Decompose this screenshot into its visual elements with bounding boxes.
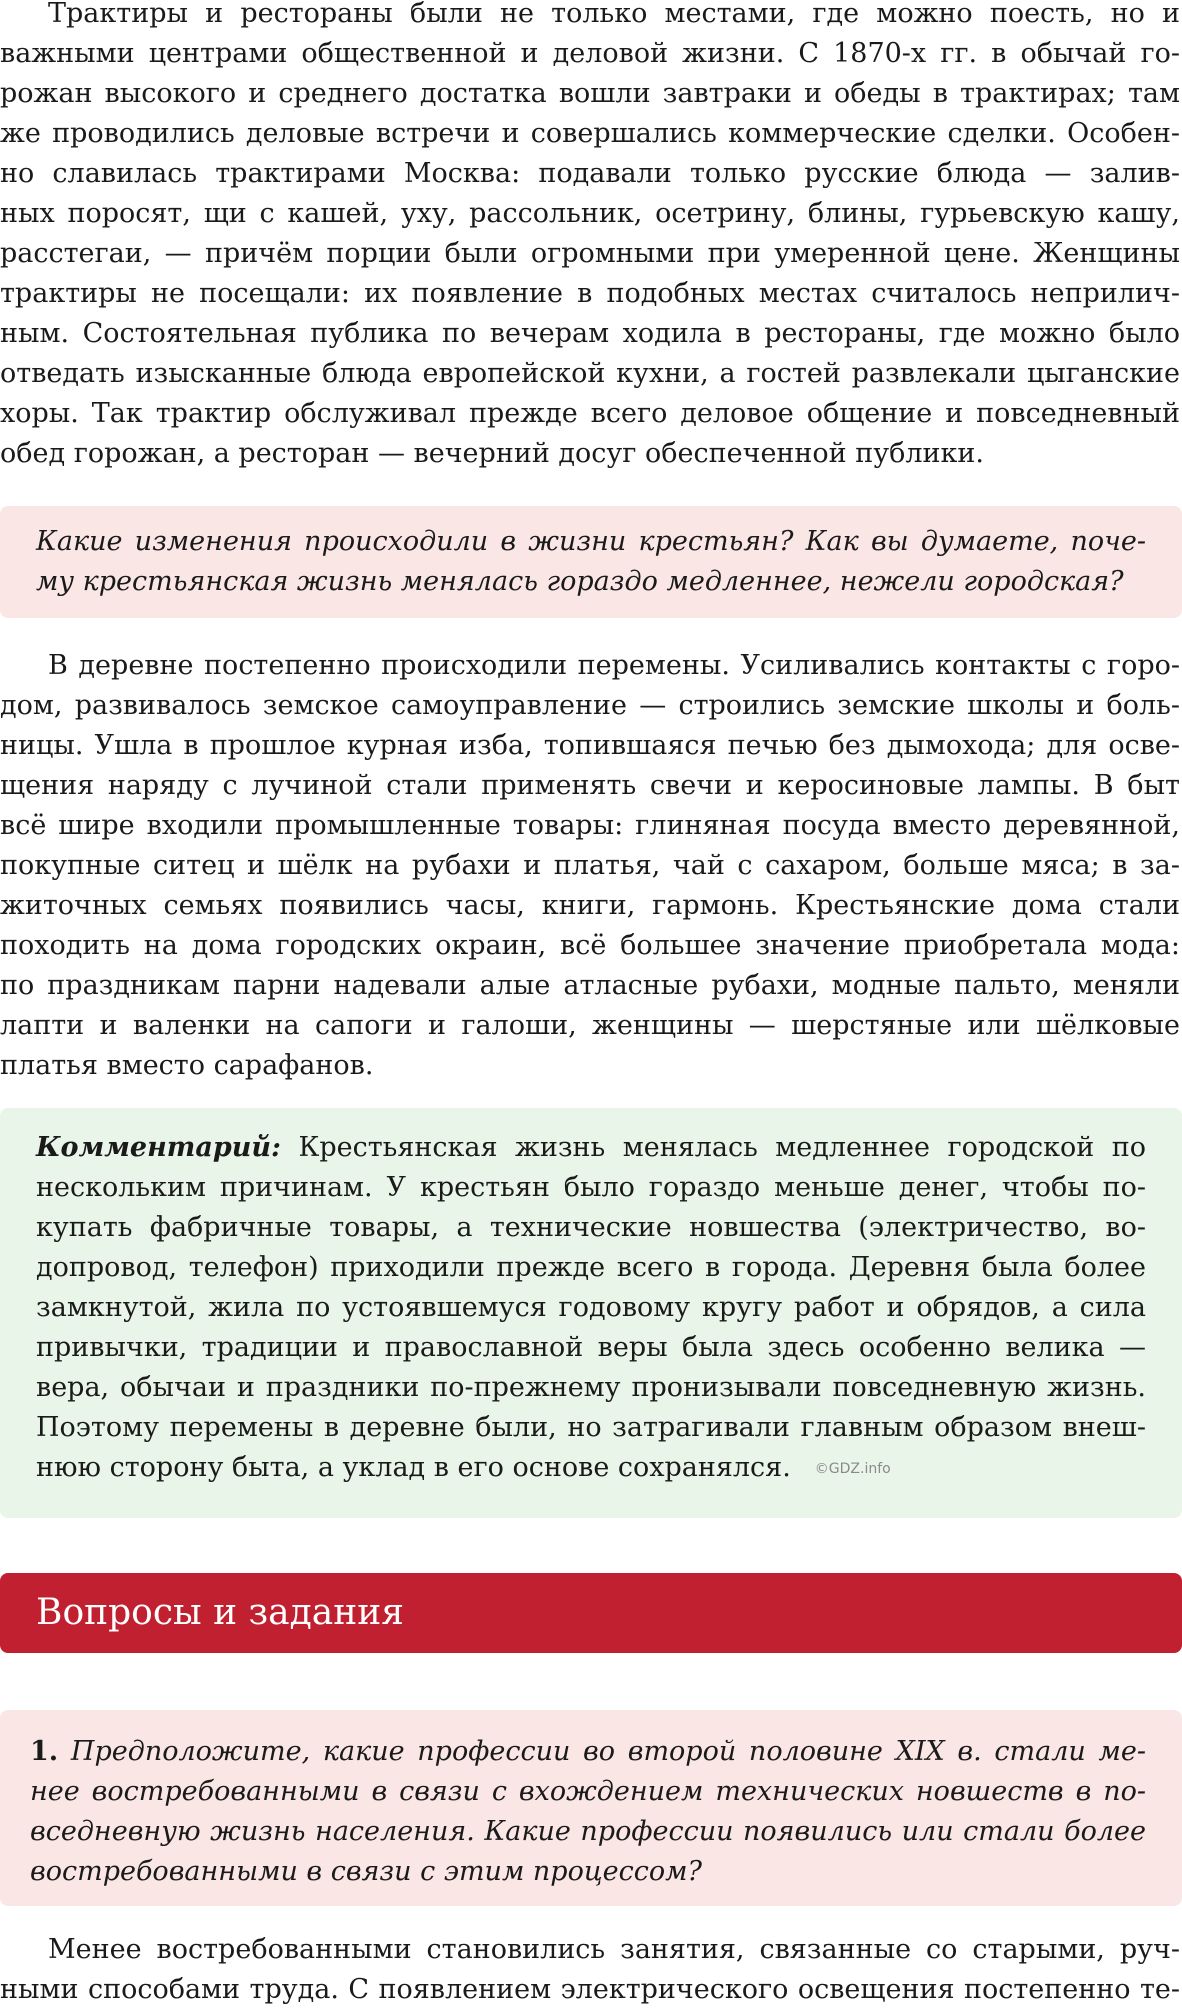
text-line: ным. Состоятельная публика по вечерам ходила в рестораны, где можно было	[0, 318, 1180, 349]
text-line: нюю сторону быта, а уклад в его основе сохранялся. ©GDZ.info	[36, 1448, 1146, 1489]
text-line: дом, развивалось земское самоуправление — строились земские школы и боль-	[0, 690, 1180, 721]
task-number: 1.	[30, 1736, 59, 1767]
text-line: отведать изысканные блюда европейской кухни, а гостей развлекали цыганские	[0, 358, 1180, 389]
text-line: расстегаи, — причём порции были огромными при умеренной цене. Женщины	[0, 238, 1180, 269]
text-line: лапти и валенки на сапоги и галоши, женщины — шерстяные или шёлковые	[0, 1010, 1180, 1041]
text-line: вера, обычаи и праздники по-прежнему пронизывали повседневную жизнь.	[36, 1372, 1146, 1403]
text-line: хоры. Так трактир обслуживал прежде всего деловое общение и повседневный	[0, 398, 1180, 429]
text-line: трактиры не посещали: их появление в подобных местах считалось неприлич-	[0, 278, 1180, 309]
text-line: покупные ситец и шёлк на рубахи и платья, чай с сахаром, больше мяса; в за-	[0, 850, 1180, 881]
paragraph-village	[0, 646, 1180, 1086]
text-line: замкнутой, жила по устоявшемуся годовому кругу работ и обрядов, а сила	[36, 1292, 1146, 1323]
watermark-label: ©GDZ.info	[814, 1460, 891, 1477]
text-line: по праздникам парни надевали алые атласные рубахи, модные пальто, меняли	[0, 970, 1180, 1001]
text-line: житочных семьях появились часы, книги, гармонь. Крестьянские дома стали	[0, 890, 1180, 921]
text-line: нее востребованными в связи с вхождением технических новшеств в по-	[30, 1776, 1146, 1807]
text-line: допровод, телефон) приходили прежде всего в города. Деревня была более	[36, 1252, 1146, 1283]
text-line: всё шире входили промышленные товары: глиняная посуда вместо деревянной,	[0, 810, 1180, 841]
text-line: ных поросят, щи с кашей, уху, рассольник, осетрину, блины, гурьевскую кашу,	[0, 198, 1180, 229]
text-line: же проводились деловые встречи и совершались коммерческие сделки. Особен-	[0, 118, 1180, 149]
comment-text	[36, 1128, 1146, 1489]
text-line: походить на дома городских окраин, всё большее значение приобретала мода:	[0, 930, 1180, 961]
text-line: ницы. Ушла в прошлое курная изба, топившаяся печью без дымохода; для осве-	[0, 730, 1180, 761]
task-text	[30, 1732, 1146, 1892]
text-line: но славилась трактирами Москва: подавали только русские блюда — залив-	[0, 158, 1180, 189]
question-text	[36, 522, 1146, 602]
paragraph-taverns	[0, 0, 1180, 474]
text-line: купать фабричные товары, а технические новшества (электричество, во-	[36, 1212, 1146, 1243]
paragraph-answer	[0, 1930, 1180, 2010]
text-line: Комментарий: Крестьянская жизнь менялась медленнее городской по	[36, 1132, 1146, 1163]
text-line: платья вместо сарафанов.	[0, 1050, 374, 1081]
question-box	[0, 506, 1182, 618]
text-line: Поэтому перемены в деревне были, но затрагивали главным образом внеш-	[36, 1412, 1146, 1443]
text-line: В деревне постепенно происходили перемены. Усиливались контакты с горо-	[48, 650, 1180, 681]
text-line: му крестьянская жизнь менялась гораздо медленнее, нежели городская?	[36, 566, 1124, 597]
comment-label: Комментарий:	[36, 1132, 281, 1163]
text-line: обед горожан, а ресторан — вечерний досуг обеспеченной публики.	[0, 438, 984, 469]
text-line: щения наряду с лучиной стали применять свечи и керосиновые лампы. В быт	[0, 770, 1180, 801]
text-line: нескольким причинам. У крестьян было гораздо меньше денег, чтобы по-	[36, 1172, 1146, 1203]
task-box	[0, 1710, 1182, 1906]
text-line: вседневную жизнь населения. Какие профессии появились или стали более	[30, 1816, 1146, 1847]
text-line: Менее востребованными становились занятия, связанные со старыми, руч-	[48, 1934, 1180, 1965]
text-line: важными центрами общественной и деловой жизни. С 1870-х гг. в обычай го-	[0, 38, 1180, 69]
text-line: привычки, традиции и православной веры была здесь особенно велика —	[36, 1332, 1146, 1363]
text-line: рожан высокого и среднего достатка вошли завтраки и обеды в трактирах; там	[0, 78, 1180, 109]
text-line: Трактиры и рестораны были не только местами, где можно поесть, но и	[48, 0, 1180, 29]
comment-box	[0, 1108, 1182, 1518]
section-title: Вопросы и задания	[36, 1592, 404, 1633]
text-line: Какие изменения происходили в жизни крестьян? Как вы думаете, поче-	[36, 526, 1146, 557]
text-line: ными способами труда. С появлением электрического освещения постепенно те-	[0, 1974, 1180, 2005]
section-header	[0, 1573, 1182, 1653]
text-line: востребованными в связи с этим процессом?	[30, 1856, 703, 1887]
text-line: 1. Предположите, какие профессии во второй половине XIX в. стали ме-	[30, 1736, 1147, 1767]
